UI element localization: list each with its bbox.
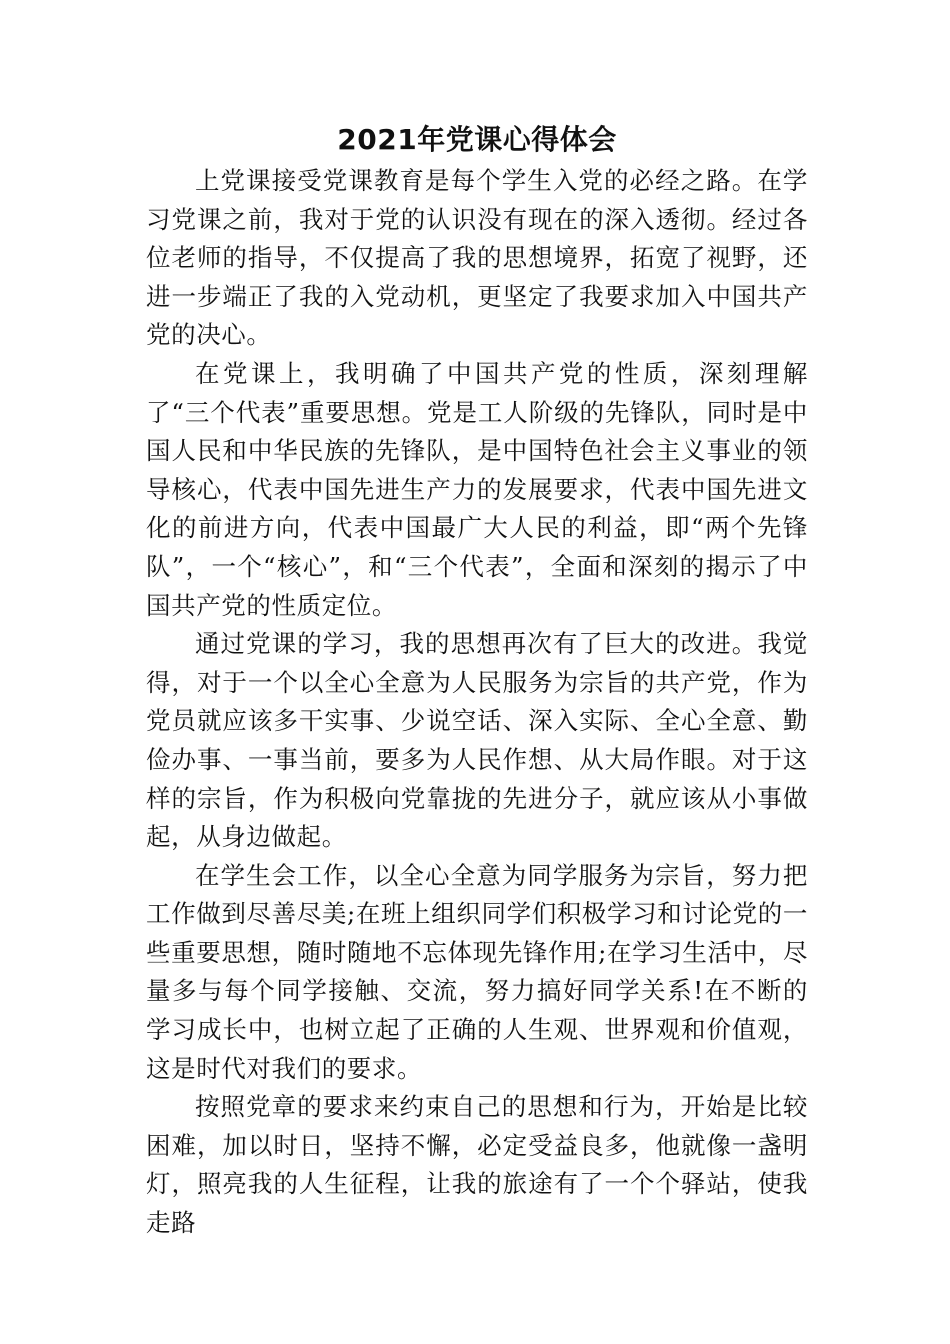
document-title: 2021年党课心得体会 xyxy=(337,123,617,156)
paragraph-3: 通过党课的学习，我的思想再次有了巨大的改进。我觉得，对于一个以全心全意为人民服务为宗旨的共产党，作为党员就应该多干实事、少说空话、深入实际、全心全意、勤俭办事、一事当前，要多为人民作想、从大局作眼。对于这样的宗旨，作为积极向党靠拢的先进分子，就应该从小事做起，从身边做起。 xyxy=(146,629,808,852)
document-page xyxy=(146,118,808,1243)
paragraph-1: 上党课接受党课教育是每个学生入党的必经之路。在学习党课之前，我对于党的认识没有现在的深入透彻。经过各位老师的指导，不仅提高了我的思想境界，拓宽了视野，还进一步端正了我的入党动机，更坚定了我要求加入中国共产党的决心。 xyxy=(146,166,808,350)
paragraph-4: 在学生会工作，以全心全意为同学服务为宗旨，努力把工作做到尽善尽美;在班上组织同学们积极学习和讨论党的一些重要思想，随时随地不忘体现先锋作用;在学习生活中，尽量多与每个同学接触、交流，努力搞好同学关系!在不断的学习成长中，也树立起了正确的人生观、世界观和价值观，这是时代对我们的要求。 xyxy=(146,860,808,1083)
paragraph-2: 在党课上，我明确了中国共产党的性质，深刻理解了“三个代表”重要思想。党是工人阶级的先锋队，同时是中国人民和中华民族的先锋队，是中国特色社会主义事业的领导核心，代表中国先进生产力的发展要求，代表中国先进文化的前进方向，代表中国最广大人民的利益，即“两个先锋队”，一个“核心”，和“三个代表”，全面和深刻的揭示了中国共产党的性质定位。 xyxy=(146,358,808,620)
paragraph-5: 按照党章的要求来约束自己的思想和行为，开始是比较困难，加以时日，坚持不懈，必定受益良多，他就像一盏明灯，照亮我的人生征程，让我的旅途有了一个个驿站，使我走路 xyxy=(146,1092,808,1238)
document-body xyxy=(146,162,808,1243)
